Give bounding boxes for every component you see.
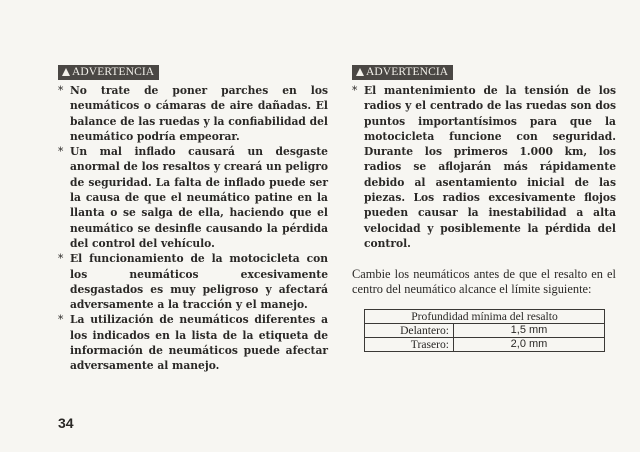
asterisk-bullet-icon: * — [352, 84, 358, 97]
left-column — [58, 60, 328, 374]
row-value: 2,0 mm — [454, 337, 605, 351]
warning-item-text: La utilización de neumáticos diferentes a los indicados en la lista de la etiqueta de información de neumáticos puede afectar adversamente al manejo. — [70, 313, 328, 373]
warning-item — [58, 144, 328, 251]
table-row — [365, 323, 605, 337]
table-header-row — [365, 309, 605, 323]
warning-badge — [352, 65, 453, 80]
asterisk-bullet-icon: * — [58, 252, 64, 266]
warning-triangle-icon — [62, 68, 70, 76]
table-row — [365, 337, 605, 351]
row-label: Delantero: — [365, 323, 454, 337]
asterisk-bullet-icon: * — [58, 145, 64, 159]
row-value: 1,5 mm — [454, 323, 605, 337]
warning-item — [58, 83, 328, 144]
warning-item-text: No trate de poner parches en los neumáticos o cámaras de aire dañadas. El balance de las ruedas y la confiabilidad del neumático podría empeorar. — [70, 84, 328, 143]
warning-item — [58, 251, 328, 312]
warning-item-text: El mantenimiento de la tensión de los radios y el centrado de las ruedas son dos puntos importantísimos para que la motocicleta funcione con seguridad. Durante los primeros 1.000 km, los radios se aflojarán más rápidamente debido al asentamiento inicial de las piezas. Los radios excesivamente flojos pueden causar la inestabilidad a alta velocidad y posiblemente la pérdida del control. — [364, 84, 616, 250]
warning-badge — [58, 65, 159, 80]
warning-list — [58, 83, 328, 374]
warning-list — [352, 83, 616, 251]
asterisk-bullet-icon: * — [58, 84, 64, 97]
warning-item-text: El funcionamiento de la motocicleta con los neumáticos excesivamente desgastados es muy peligroso y afectará adversamente a la tracción y el manejo. — [70, 252, 328, 312]
tire-replacement-paragraph: Cambie los neumáticos antes de que el resalto en el centro del neumático alcance el límite siguiente: — [352, 267, 616, 296]
warning-item — [58, 312, 328, 373]
table-header: Profundidad mínima del resalto — [365, 309, 605, 323]
warning-badge-label: ADVERTENCIA — [72, 66, 155, 78]
warning-item-text: Un mal inflado causará un desgaste anormal de los resaltos y creará un peligro de seguridad. La falta de inflado puede ser la causa de que el neumático patine en la llanta o se salga de ella, haciendo que el neumático se desinfle causando la pérdida del control del vehículo. — [70, 145, 328, 250]
row-label: Trasero: — [365, 337, 454, 351]
warning-item — [352, 83, 616, 251]
tread-depth-table — [364, 309, 605, 352]
asterisk-bullet-icon: * — [58, 313, 64, 327]
warning-badge-label: ADVERTENCIA — [366, 66, 449, 78]
right-column — [352, 60, 616, 352]
page-number: 34 — [58, 415, 74, 431]
warning-triangle-icon — [356, 68, 364, 76]
